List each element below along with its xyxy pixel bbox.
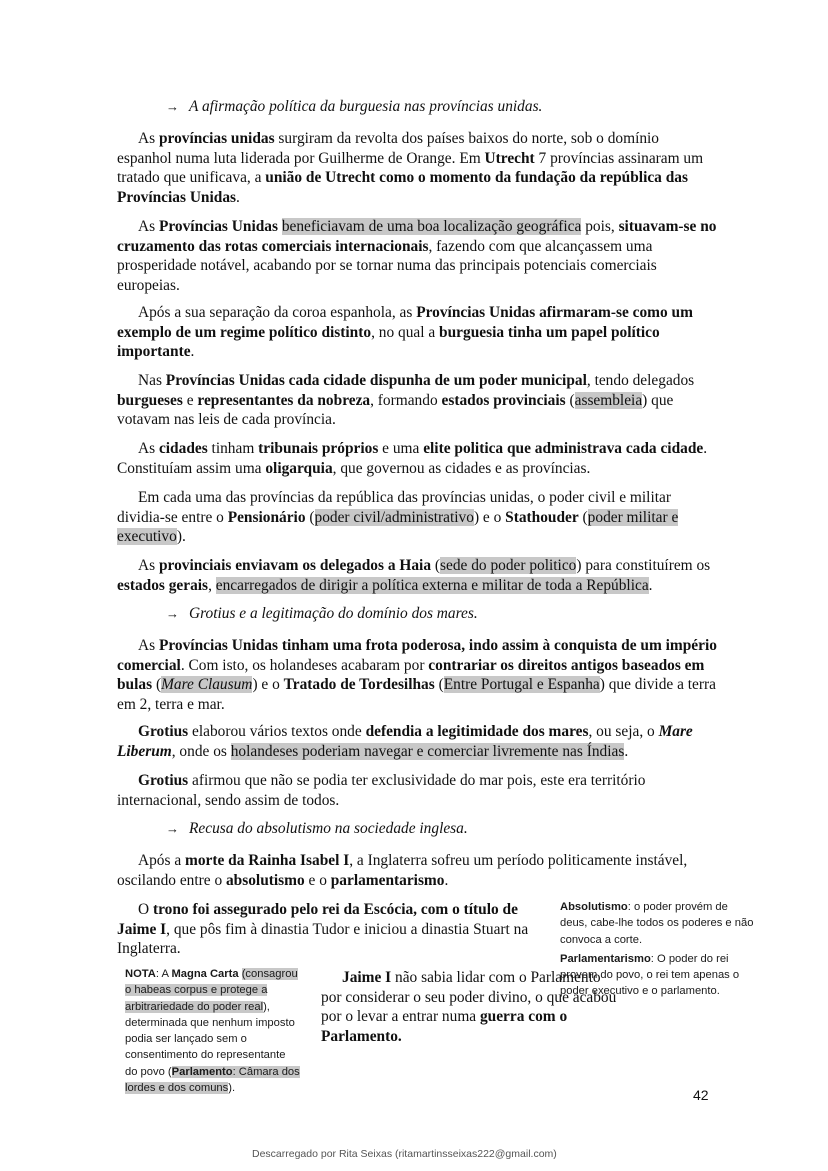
- text-run: . Constituíam assim uma: [117, 440, 708, 477]
- bold-text: defendia a legitimidade dos mares: [365, 723, 589, 740]
- highlighted-text: Entre Portugal e Espanha: [443, 676, 600, 693]
- bold-text: Stathouder: [505, 508, 579, 526]
- text-run: ), determinada que nenhum imposto podia ser lançado sem o consentimento do representante do povo (: [125, 1000, 295, 1078]
- definition-absolutismo: Absolutismo: o poder provém de deus, cabe-lhe todos os poderes e não convoca a corte.: [560, 901, 754, 946]
- bold-text: provinciais enviavam os delegados a Haia: [158, 557, 432, 574]
- text-run: ) e o: [252, 676, 284, 693]
- text-run: ) e o: [473, 508, 506, 526]
- highlighted-text: poder militar e executivo: [117, 508, 679, 545]
- text-run: .: [236, 188, 240, 206]
- magna-carta-note: [125, 966, 300, 1096]
- highlighted-text: (consagrou o habeas corpus e protege a arbitrariedade do poder real: [125, 968, 298, 1013]
- text-run: .: [190, 343, 195, 360]
- bold-text: Províncias Unidas: [158, 218, 278, 235]
- text-run: , formando: [370, 391, 442, 409]
- text-run: (: [565, 391, 575, 409]
- bold-text: contrariar os direitos antigos baseados em bulas: [117, 656, 705, 693]
- text-run: Após a sua separação da coroa espanhola, as: [138, 304, 417, 321]
- text-run: As: [138, 440, 159, 457]
- bold-text: NOTA: [125, 968, 156, 980]
- text-run: Em cada uma das províncias da república das províncias unidas, o poder civil e militar dividia-se entre o: [117, 489, 671, 526]
- bold-text: união de Utrecht como o momento da fundação da república das Províncias Unidas: [117, 169, 688, 206]
- text-run: Após a: [138, 852, 186, 869]
- paragraph: [117, 771, 717, 810]
- bold-text: Jaime I: [342, 969, 392, 986]
- text-run: ) que divide a terra em 2, terra e mar.: [117, 676, 716, 713]
- text-run: não sabia lidar com o Parlamento por considerar o seu poder divino, o que acabou por o levar a entrar numa: [321, 969, 617, 1025]
- bold-text: burguesia tinha um papel político importante: [117, 323, 660, 360]
- highlighted-text: : Câmara dos lordes e dos comuns: [125, 1065, 300, 1095]
- text-run: e o: [304, 871, 331, 889]
- bold-text: burgueses: [117, 391, 183, 409]
- bold-text: Pensionário: [227, 508, 306, 526]
- text-run: Nas: [138, 372, 166, 389]
- highlighted-text: Parlamento: [171, 1065, 233, 1078]
- bold-text: estados provinciais: [441, 391, 566, 409]
- paragraph: [117, 900, 537, 959]
- text-run: elaborou vários textos onde: [188, 723, 366, 740]
- definitions-sidebox: [560, 899, 755, 1000]
- paragraph: [117, 371, 717, 430]
- highlighted-text: sede do poder politico: [440, 557, 577, 574]
- text-run: (: [305, 508, 315, 526]
- section-heading-1: → A afirmação política da burguesia nas províncias unidas.: [166, 98, 543, 115]
- arrow-icon: →: [166, 821, 179, 836]
- text-run: surgiram da revolta dos países baixos do norte, sob o domínio espanhol numa luta liderada por Guilherme de Orange. Em: [117, 130, 660, 167]
- text-run: . Com isto, os holandeses acabaram por: [180, 656, 429, 674]
- bold-text: Províncias Unidas cada cidade dispunha de um poder municipal: [165, 372, 587, 389]
- bold-text: tribunais próprios: [258, 440, 379, 457]
- bold-text: Tratado de Tordesilhas: [283, 676, 435, 693]
- paragraph: [117, 636, 717, 714]
- highlighted-text: encarregados de dirigir a política externa e militar de toda a República: [215, 576, 649, 594]
- text-run: , tendo delegados: [586, 372, 695, 389]
- text-run: e uma: [378, 440, 424, 457]
- text-run: : A: [155, 968, 172, 980]
- text-run: As: [138, 130, 159, 147]
- text-run: As: [138, 557, 159, 574]
- text-run: tinham: [207, 440, 259, 457]
- bold-text: absolutismo: [225, 871, 305, 889]
- bold-text: cidades: [158, 440, 208, 457]
- paragraph: [117, 439, 717, 478]
- arrow-icon: →: [166, 99, 179, 114]
- text-run: ).: [228, 1082, 236, 1095]
- text-run: As: [138, 637, 159, 654]
- definition-parlamentarismo: Parlamentarismo: O poder do rei provem do povo, o rei tem apenas o poder executivo e o parlamento.: [560, 952, 740, 998]
- section-heading-3: → Recusa do absolutismo na sociedade inglesa.: [166, 820, 468, 837]
- arrow-icon: →: [166, 606, 179, 621]
- bold-text: representantes da nobreza: [197, 391, 371, 409]
- highlighted-text: assembleia: [574, 391, 643, 409]
- paragraph: [117, 722, 717, 761]
- paragraph: [117, 217, 717, 295]
- bold-text: situavam-se no cruzamento das rotas comerciais internacionais: [117, 218, 717, 255]
- bold-text: Magna Carta: [171, 968, 239, 980]
- section-heading-2: → Grotius e a legitimação do domínio dos mares.: [166, 605, 478, 622]
- text-run: , onde os: [171, 742, 231, 760]
- text-run: .: [624, 742, 629, 760]
- bold-text: Províncias Unidas tinham uma frota poderosa, indo assim à conquista de um império comercial: [117, 637, 717, 674]
- text-run: ) que votavam nas leis de cada província.: [117, 391, 674, 428]
- bold-text: oligarquia: [265, 459, 333, 477]
- text-run: ,: [208, 576, 216, 594]
- text-run: 7 províncias assinaram um tratado que unificava, a: [117, 149, 704, 186]
- paragraph: [117, 488, 717, 547]
- paragraph: [117, 851, 717, 890]
- highlighted-text: poder civil/administrativo: [314, 508, 474, 526]
- text-run: ) para constituírem os: [576, 557, 711, 574]
- text-run: (: [578, 508, 588, 526]
- text-run: As: [138, 218, 159, 235]
- bold-text: Grotius: [138, 772, 189, 789]
- bold-text: morte da Rainha Isabel I: [185, 852, 350, 869]
- text-run: (: [434, 676, 444, 693]
- text-run: , a Inglaterra sofreu um período politicamente instável, oscilando entre o: [117, 852, 688, 889]
- bold-text: elite politica que administrava cada cidade: [423, 440, 704, 457]
- bold-text: Utrecht: [484, 149, 535, 167]
- text-run: , fazendo com que alcançassem uma prosperidade notável, acabando por se tornar numa das principais potenciais comerciais europeias.: [117, 237, 657, 294]
- text-run: , que pôs fim à dinastia Tudor e iniciou a dinastia Stuart na Inglaterra.: [117, 920, 529, 957]
- text-run: (: [431, 557, 441, 574]
- bold-text: províncias unidas: [158, 130, 275, 147]
- text-run: , ou seja, o: [588, 723, 659, 740]
- bold-text: Grotius: [138, 723, 189, 740]
- page-number: 42: [693, 1087, 709, 1103]
- text-run: O: [138, 901, 153, 918]
- text-run: (: [152, 676, 162, 693]
- highlighted-text: holandeses poderiam navegar e comerciar livremente nas Índias: [230, 742, 625, 760]
- paragraph: [117, 129, 717, 207]
- text-run: .: [444, 871, 449, 889]
- bold-text: guerra com o Parlamento.: [321, 1008, 568, 1045]
- text-run: e: [182, 391, 198, 409]
- bold-text: Províncias Unidas afirmaram-se como um exemplo de um regime político distinto: [117, 304, 693, 341]
- paragraph: [117, 303, 717, 362]
- text-run: ).: [176, 528, 186, 545]
- highlighted-text: Mare Clausum: [161, 676, 253, 693]
- text-run: , que governou as cidades e as províncias.: [332, 459, 591, 477]
- highlighted-text: beneficiavam de uma boa localização geográfica: [281, 218, 582, 235]
- paragraph: [117, 556, 717, 595]
- text-run: pois,: [581, 218, 619, 235]
- text-run: .: [648, 576, 653, 594]
- text-run: afirmou que não se podia ter exclusividade do mar pois, este era território internacional, sendo assim de todos.: [117, 772, 646, 809]
- bold-text: estados gerais: [117, 576, 209, 594]
- bold-text: parlamentarismo: [330, 871, 445, 889]
- bold-text: Mare Liberum: [117, 723, 693, 760]
- bold-text: trono foi assegurado pelo rei da Escócia, com o título de Jaime I: [117, 901, 518, 938]
- download-footer: Descarregado por Rita Seixas (ritamartinsseixas222@gmail.com): [252, 1148, 557, 1160]
- text-run: , no qual a: [371, 323, 440, 341]
